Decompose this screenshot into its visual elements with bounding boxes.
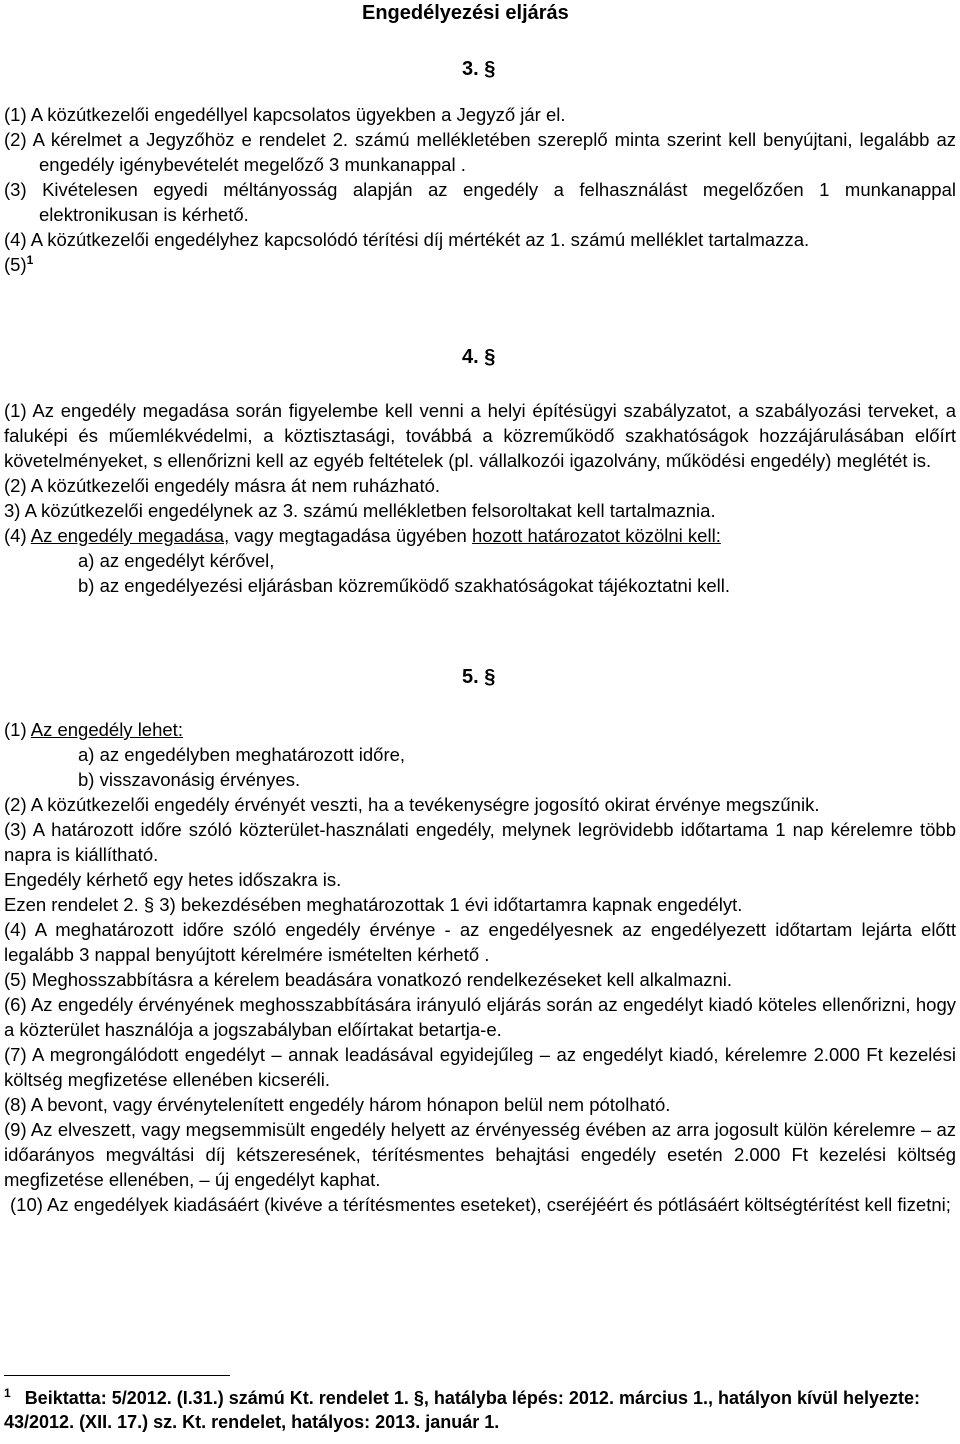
s3-paragraph-1: (1) A közútkezelői engedéllyel kapcsolatos ügyekben a Jegyző jár el. (4, 104, 566, 125)
s5-paragraph-10: (10) Az engedélyek kiadásáért (kivéve a térítésmentes eseteket), cseréjéért és pótlásáért költségtérítést kell fizetni; (10, 1194, 951, 1215)
section-5-body (4, 717, 956, 1217)
s4-p4-underlined-b: hozott határozatot közölni kell: (471, 525, 721, 546)
s5-paragraph-3b: Engedély kérhető egy hetes időszakra is. (4, 869, 342, 890)
s5-paragraph-7: (7) A megrongálódott engedélyt – annak leadásával egyidejűleg – az engedélyt kiadó, kérelemre 2.000 Ft kezelési költség megfizetése ellenében kicseréli. (4, 1044, 956, 1090)
s4-p4-item-a: a) az engedélyt kérővel, (78, 550, 275, 571)
s5-p1-item-b: b) visszavonásig érvényes. (78, 769, 301, 790)
s5-paragraph-9: (9) Az elveszett, vagy megsemmisült engedély helyett az érvényesség évében az arra jogosult külön kérelemre – az időarányos megváltási díj kétszeresének, térítésmentes behajtási engedély esetén 2.000 Ft kezelési költség megfizetése ellenében, – új engedélyt kaphat. (4, 1119, 956, 1190)
s4-paragraph-1: (1) Az engedély megadása során figyelembe kell venni a helyi építésügyi szabályzatot, a szabályozási terveket, a faluképi és műemlékvédelmi, a köztisztasági, továbbá a közreműködő szakhatóságok hozzájárulásában előírt követelményeket, s ellenőrizni kell az egyéb feltételek (pl. vállalkozói igazolvány, működési engedély) meglétét is. (4, 400, 956, 471)
s4-paragraph-4 (4, 523, 956, 548)
s5-p1-underlined: Az engedély lehet: (30, 719, 183, 740)
s4-p4-item-b: b) az engedélyezési eljárásban közreműködő szakhatóságokat tájékoztatni kell. (78, 575, 730, 596)
s5-paragraph-3: (3) A határozott időre szóló közterület-használati engedély, melynek legrövidebb időtartama 1 nap kérelemre több napra is kiállítható. (4, 819, 956, 865)
s5-paragraph-1 (4, 717, 956, 742)
section-3-heading: 3. § (462, 58, 496, 80)
s5-paragraph-4: (4) A meghatározott időre szóló engedély érvénye - az engedélyesnek az engedélyezett időtartam lejárta előtt legalább 3 nappal benyújtott kérelmére ismételten kérhető . (4, 919, 956, 965)
s4-paragraph-3: 3) A közútkezelői engedélynek az 3. számú mellékletben felsoroltakat kell tartalmaznia. (4, 500, 716, 521)
section-4-heading: 4. § (462, 346, 496, 368)
document-title: Engedélyezési eljárás (362, 2, 569, 24)
s3-paragraph-3: (3) Kivételesen egyedi méltányosság alapján az engedély a felhasználást megelőzően 1 munkanappal elektronikusan is kérhető. (4, 179, 956, 225)
s5-p1-item-a: a) az engedélyben meghatározott időre, (78, 744, 406, 765)
section-3-body (4, 102, 956, 277)
s4-p4-mid: vagy megtagadása ügyében (229, 525, 472, 546)
section-5-heading: 5. § (462, 666, 496, 688)
footnote-text: Beiktatta: 5/2012. (I.31.) számú Kt. rendelet 1. §, hatályba lépés: 2012. március 1., hatályon kívül helyezte: 43/2012. (XII. 17.) sz. Kt. rendelet, hatályos: 2013. január 1. (4, 1388, 921, 1432)
s5-paragraph-2: (2) A közútkezelői engedély érvényét veszti, ha a tevékenységre jogosító okirat érvénye megszűnik. (4, 794, 820, 815)
s3-paragraph-5 (4, 252, 956, 277)
s4-paragraph-2: (2) A közútkezelői engedély másra át nem ruházható. (4, 475, 441, 496)
s3-paragraph-4: (4) A közútkezelői engedélyhez kapcsolódó térítési díj mértékét az 1. számú melléklet tartalmazza. (4, 229, 810, 250)
s5-paragraph-3c: Ezen rendelet 2. § 3) bekezdésében meghatározottak 1 évi időtartamra kapnak engedélyt. (4, 894, 743, 915)
s5-paragraph-8: (8) A bevont, vagy érvénytelenített engedély három hónapon belül nem pótolható. (4, 1094, 671, 1115)
s4-p4-prefix: (4) (4, 525, 31, 546)
footnote-ref-1[interactable]: 1 (26, 252, 34, 267)
s5-p1-prefix: (1) (4, 719, 31, 740)
s3-p5-label: (5) (4, 254, 27, 275)
footnote-number: 1 (4, 1386, 11, 1400)
footnote (4, 1386, 956, 1434)
s3-paragraph-2: (2) A kérelmet a Jegyzőhöz e rendelet 2. számú mellékletében szereplő minta szerint kell benyújtani, legalább az engedély igénybevételét megelőző 3 munkanappal . (4, 129, 956, 175)
footnote-separator (4, 1375, 230, 1376)
s5-paragraph-6: (6) Az engedély érvényének meghosszabbítására irányuló eljárás során az engedélyt kiadó köteles ellenőrizni, hogy a közterület használója a jogszabályban előírtakat betartja-e. (4, 994, 956, 1040)
section-4-body (4, 398, 956, 598)
s4-p4-underlined-a: Az engedély megadása, (30, 525, 230, 546)
s5-paragraph-5: (5) Meghosszabbításra a kérelem beadására vonatkozó rendelkezéseket kell alkalmazni. (4, 969, 733, 990)
